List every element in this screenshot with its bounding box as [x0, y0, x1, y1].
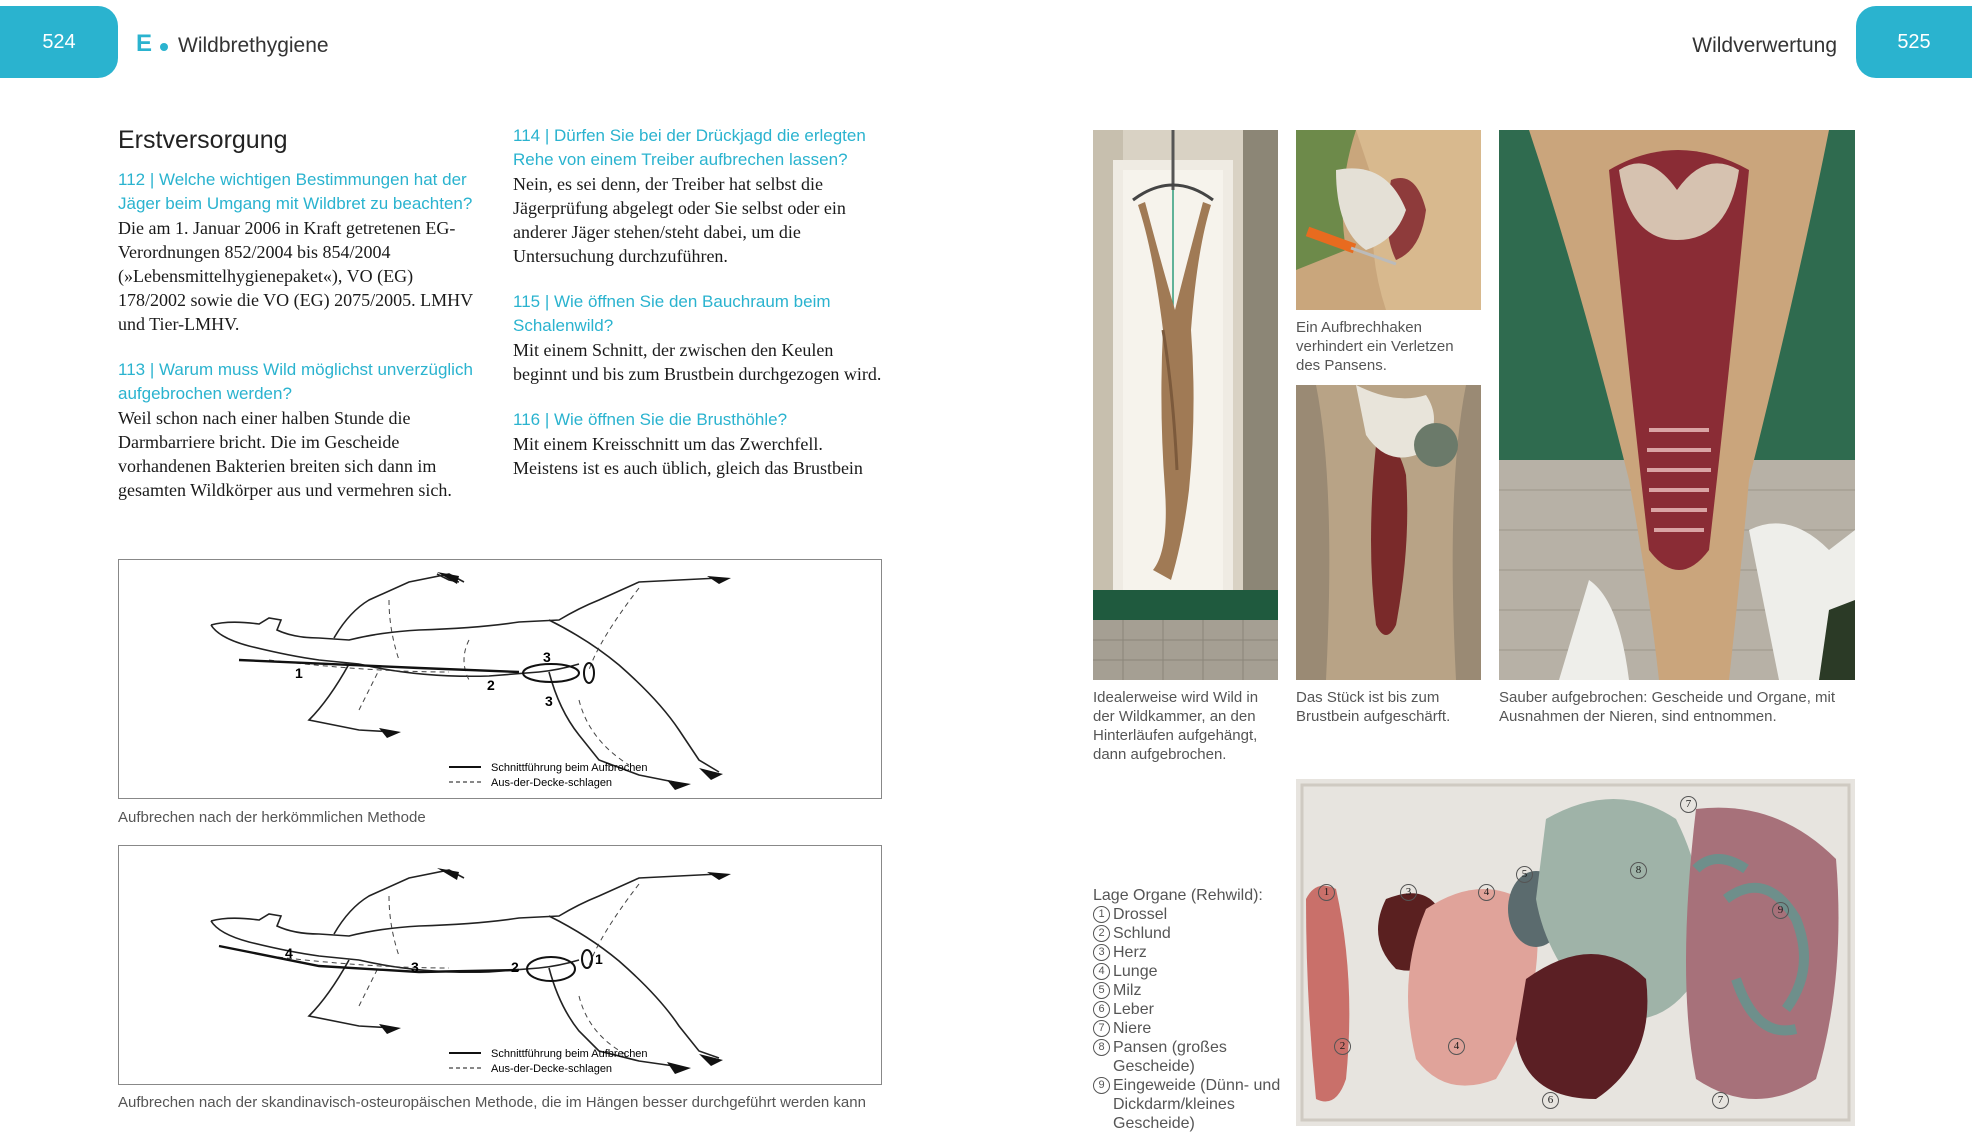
organ-name: Schlund — [1113, 925, 1171, 942]
diagram2-legend-dashed: Aus-der-Decke-schlagen — [491, 1063, 613, 1075]
number-circle-icon: 1 — [1093, 906, 1110, 923]
diagram1-label-2: 2 — [487, 677, 495, 693]
answer-112: Die am 1. Januar 2006 in Kraft getretenen EG-Verordnungen 852/2004 bis 854/2004 (»Lebensmittelhygienepaket«), VO (EG) 178/2002 sowie die VO (EG) 2075/2005. LMHV und Tier-LMHV. — [118, 218, 473, 334]
deer-outline-diagram-1 — [119, 560, 881, 798]
diagram-scandinavian-method — [118, 845, 882, 1085]
organ-marker-4a: 4 — [1478, 884, 1495, 901]
number-circle-icon: 9 — [1093, 1077, 1110, 1094]
organ-marker-3: 3 — [1400, 884, 1417, 901]
photo-sternum-caption: Das Stück ist bis zum Brustbein aufgeschärft. — [1296, 689, 1451, 725]
diagram2-caption: Aufbrechen nach der skandinavisch-osteuropäischen Methode, die im Hängen besser durchgeführt werden kann — [118, 1094, 866, 1111]
number-circle-icon: 8 — [1093, 1039, 1110, 1056]
organ-item — [1093, 905, 1293, 924]
chapter-title: Wildbrethygiene — [178, 34, 329, 57]
diagram1-caption: Aufbrechen nach der herkömmlichen Methode — [118, 809, 426, 826]
photo-organs-tray — [1296, 779, 1855, 1126]
organ-marker-2: 2 — [1334, 1038, 1351, 1055]
organ-name: Milz — [1113, 982, 1142, 999]
diagram2-label-3: 3 — [411, 959, 419, 975]
photo-hanging-deer — [1093, 130, 1278, 680]
organ-item — [1093, 962, 1293, 981]
organ-name: Herz — [1113, 944, 1147, 961]
organ-marker-7a: 7 — [1680, 796, 1697, 813]
organ-marker-7b: 7 — [1712, 1092, 1729, 1109]
organ-name: Lunge — [1113, 963, 1158, 980]
number-circle-icon: 2 — [1093, 925, 1110, 942]
organ-name: Eingeweide (Dünn- und Dickdarm/kleines Gescheide) — [1113, 1077, 1281, 1132]
organ-item — [1093, 1038, 1293, 1076]
organ-item — [1093, 1000, 1293, 1019]
organ-marker-4b: 4 — [1448, 1038, 1465, 1055]
organ-item — [1093, 1019, 1293, 1038]
diagram2-label-2: 2 — [511, 959, 519, 975]
diagram2-legend-solid: Schnittführung beim Aufbrechen — [491, 1048, 648, 1060]
chapter-letter: E — [136, 30, 153, 57]
organ-marker-5: 5 — [1516, 866, 1533, 883]
photo-hanging-caption: Idealerweise wird Wild in der Wildkammer, an den Hinterläufen aufgehängt, dann aufgebrochen. — [1093, 689, 1259, 763]
organ-item — [1093, 943, 1293, 962]
text-column-left — [118, 124, 478, 524]
number-circle-icon: 5 — [1093, 982, 1110, 999]
text-column-right — [513, 124, 883, 502]
organ-item — [1093, 924, 1293, 943]
organ-name: Niere — [1113, 1020, 1152, 1037]
right-page-number: 525 — [1856, 6, 1972, 78]
organ-name: Leber — [1113, 1001, 1154, 1018]
organ-marker-8: 8 — [1630, 862, 1647, 879]
question-113: 113 | Warum muss Wild möglichst unverzüglich aufgebrochen werden? — [118, 360, 473, 403]
photo-opened-caption: Sauber aufgebrochen: Gescheide und Organe, mit Ausnahmen der Nieren, sind entnommen. — [1499, 689, 1836, 725]
diagram-traditional-method — [118, 559, 882, 799]
diagram1-label-3b: 3 — [545, 693, 553, 709]
photo-clean-opened — [1499, 130, 1855, 680]
question-114: 114 | Dürfen Sie bei der Drückjagd die erlegten Rehe von einem Treiber aufbrechen lassen? — [513, 126, 866, 169]
diagram1-label-1: 1 — [295, 665, 303, 681]
number-circle-icon: 6 — [1093, 1001, 1110, 1018]
answer-114: Nein, es sei denn, der Treiber hat selbst die Jägerprüfung abgelegt oder Sie selbst oder ein anderer Jäger stehen/steht dabei, um die Untersuchung durchzuführen. — [513, 174, 846, 266]
left-page-number: 524 — [0, 6, 118, 78]
organ-legend — [1093, 886, 1293, 1133]
diagram2-label-4: 4 — [285, 945, 293, 961]
photo-sternum-opened — [1296, 385, 1481, 680]
photo-aufbrechhaken — [1296, 130, 1481, 310]
photo-hook-caption: Ein Aufbrechhaken verhindert ein Verletzen des Pansens. — [1296, 319, 1454, 374]
diagram1-legend-dashed: Aus-der-Decke-schlagen — [491, 777, 613, 789]
answer-115: Mit einem Schnitt, der zwischen den Keulen beginnt und bis zum Brustbein durchgezogen wird. — [513, 340, 882, 384]
question-116: 116 | Wie öffnen Sie die Brusthöhle? — [513, 410, 788, 429]
question-115: 115 | Wie öffnen Sie den Bauchraum beim Schalenwild? — [513, 292, 831, 335]
question-112: 112 | Welche wichtigen Bestimmungen hat der Jäger beim Umgang mit Wildbret zu beachten? — [118, 170, 473, 213]
number-circle-icon: 7 — [1093, 1020, 1110, 1037]
organ-item — [1093, 981, 1293, 1000]
number-circle-icon: 3 — [1093, 944, 1110, 961]
section-title: Erstversorgung — [118, 126, 288, 154]
diagram2-label-1: 1 — [595, 951, 603, 967]
organ-item — [1093, 1076, 1293, 1133]
organ-marker-9: 9 — [1772, 902, 1789, 919]
number-circle-icon: 4 — [1093, 963, 1110, 980]
organ-marker-1: 1 — [1318, 884, 1335, 901]
deer-outline-diagram-2 — [119, 846, 881, 1084]
chapter-dot-icon — [160, 43, 168, 51]
diagram1-label-3a: 3 — [543, 649, 551, 665]
right-running-title: Wildverwertung — [1692, 34, 1837, 57]
organ-name: Drossel — [1113, 906, 1168, 923]
answer-116: Mit einem Kreisschnitt um das Zwerchfell. Meistens ist es auch üblich, gleich das Brustbein — [513, 434, 863, 478]
organ-legend-title: Lage Organe (Rehwild): — [1093, 887, 1263, 904]
answer-113: Weil schon nach einer halben Stunde die Darmbarriere bricht. Die im Gescheide vorhandenen Bakterien breiten sich dann im gesamten Wildkörper aus und vermehren sich. — [118, 408, 452, 500]
organ-name: Pansen (großes Gescheide) — [1113, 1039, 1227, 1075]
organ-marker-6: 6 — [1542, 1092, 1559, 1109]
diagram1-legend-solid: Schnittführung beim Aufbrechen — [491, 762, 648, 774]
